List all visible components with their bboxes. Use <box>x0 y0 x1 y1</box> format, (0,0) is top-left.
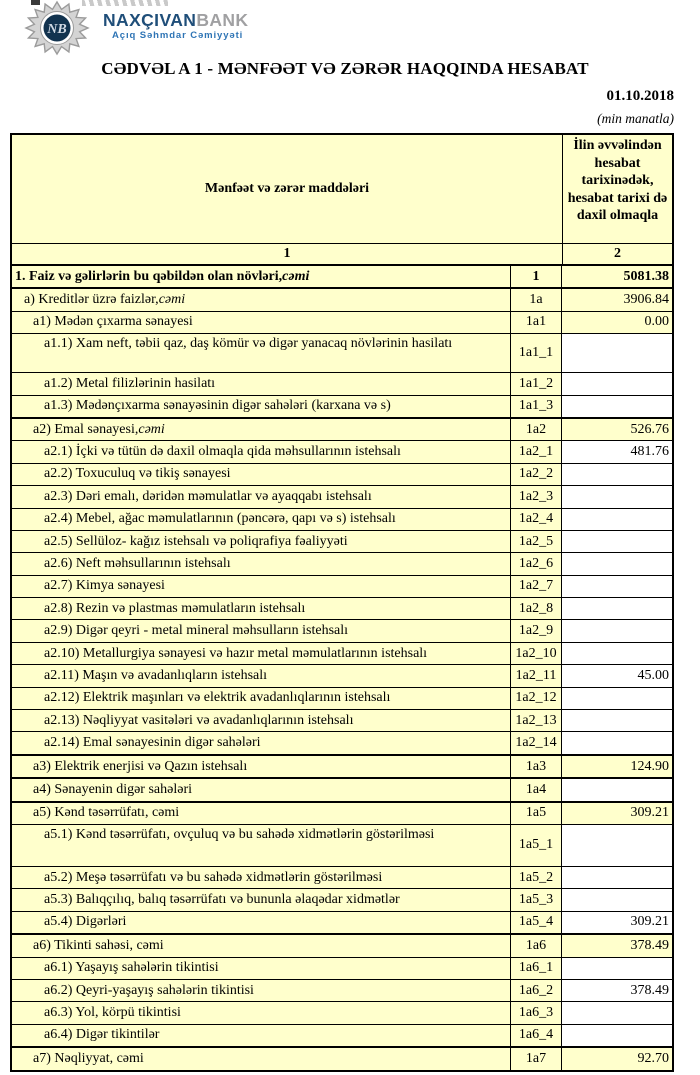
row-code: 1a4 <box>525 781 547 797</box>
bank-name-primary: NAXÇIVAN <box>103 10 197 30</box>
row-label-cell <box>12 598 510 619</box>
table-row <box>12 395 672 417</box>
row-code: 1 <box>532 268 540 284</box>
row-label-text: a5.2) Meşə təsərrüfatı və bu sahədə xidmətlərin göstərilməsi <box>44 869 383 885</box>
row-label-text: a5.3) Balıqçılıq, balıq təsərrüfatı və bununla əlaqədar xidmətlər <box>44 892 400 908</box>
row-label-text: a2.13) Nəqliyyat vasitələri və avadanlıqlarının istehsalı <box>44 712 354 728</box>
row-code-cell <box>510 980 562 1001</box>
unit-note: (min manatla) <box>597 111 674 126</box>
row-label-cell <box>12 710 510 731</box>
row-value-cell <box>562 665 672 686</box>
row-label-cell <box>12 643 510 664</box>
row-code: 1a2_12 <box>515 690 557 706</box>
table-row <box>12 777 672 800</box>
row-code: 1a2_14 <box>515 735 557 751</box>
table-row <box>12 642 672 664</box>
row-value-cell <box>562 486 672 507</box>
row-label-text: a2) Emal sənayesi, <box>33 421 139 437</box>
row-value: 3906.84 <box>623 292 669 308</box>
row-code-cell <box>510 509 562 530</box>
row-code: 1a2_13 <box>515 712 557 728</box>
row-label-text: a3) Elektrik enerjisi və Qazın istehsalı <box>33 758 248 774</box>
table-row <box>12 530 672 552</box>
row-value-cell <box>562 825 672 866</box>
row-code: 1a7 <box>525 1050 547 1066</box>
row-code-cell <box>510 373 562 394</box>
row-value: 5081.38 <box>623 268 669 284</box>
row-code-cell <box>510 334 562 372</box>
row-value: 526.76 <box>630 421 669 437</box>
row-code-cell <box>510 441 562 462</box>
row-code-cell <box>510 912 562 933</box>
row-value: 378.49 <box>630 982 669 998</box>
row-value-cell <box>562 935 672 956</box>
row-label-text: a2.11) Maşın və avadanlıqların istehsalı <box>44 667 268 683</box>
row-value: 0.00 <box>644 314 669 330</box>
table-row <box>12 463 672 485</box>
row-label-text: a6.2) Qeyri-yaşayış sahələrin tikintisi <box>44 982 254 998</box>
row-code-cell <box>510 688 562 709</box>
row-code: 1a1 <box>525 314 547 330</box>
row-label-text: a2.6) Neft məhsullarının istehsalı <box>44 555 231 571</box>
column-index-row <box>12 243 672 264</box>
table-row <box>12 911 672 933</box>
row-label-cell <box>12 334 510 372</box>
row-value: 309.21 <box>630 805 669 821</box>
row-code: 1a2_7 <box>518 578 554 594</box>
column-index-1: 1 <box>12 244 562 264</box>
row-label-cell <box>12 732 510 753</box>
row-value-cell <box>562 1048 672 1069</box>
row-value: 45.00 <box>637 667 669 683</box>
row-label-cell <box>12 1002 510 1023</box>
row-code-cell <box>510 289 562 310</box>
table-row <box>12 1046 672 1069</box>
row-label-em: cəmi <box>158 292 186 308</box>
row-code-cell <box>510 958 562 979</box>
row-code: 1a2_8 <box>518 600 554 616</box>
row-code-cell <box>510 486 562 507</box>
row-value-cell <box>562 643 672 664</box>
row-code-cell <box>510 598 562 619</box>
row-label-em: cəmi <box>282 268 310 284</box>
row-label-cell <box>12 889 510 910</box>
row-label-cell <box>12 1025 510 1046</box>
row-label-text: a6.1) Yaşayış sahələrin tikintisi <box>44 960 219 976</box>
row-value-cell <box>562 553 672 574</box>
row-label-cell <box>12 441 510 462</box>
row-label-cell <box>12 756 510 777</box>
row-label-text: a2.2) Toxuculuq və tikiş sənayesi <box>44 466 231 482</box>
row-code-cell <box>510 935 562 956</box>
row-value-cell <box>562 396 672 417</box>
table-body <box>12 264 672 1070</box>
column-index-2: 2 <box>562 244 672 264</box>
row-label-cell <box>12 935 510 956</box>
row-code-cell <box>510 312 562 333</box>
row-label-cell <box>12 665 510 686</box>
row-value-cell <box>562 1002 672 1023</box>
table-row <box>12 372 672 394</box>
row-label-cell <box>12 620 510 641</box>
row-code: 1a6_2 <box>518 982 554 998</box>
row-code-cell <box>510 889 562 910</box>
row-code: 1a3 <box>525 758 547 774</box>
table-row <box>12 619 672 641</box>
row-label-text: a5) Kənd təsərrüfatı, cəmi <box>33 805 180 821</box>
bank-monogram: NB <box>47 22 67 37</box>
row-code-cell <box>510 803 562 824</box>
row-label-cell <box>12 509 510 530</box>
table-row <box>12 933 672 956</box>
row-label-cell <box>12 373 510 394</box>
row-code-cell <box>510 620 562 641</box>
bank-name <box>103 10 248 31</box>
table-row <box>12 333 672 372</box>
row-label-em: cəmi <box>138 421 165 437</box>
row-label-text: a2.12) Elektrik maşınları və elektrik avadanlıqlarının istehsalı <box>44 690 391 706</box>
table-header-row <box>12 135 672 243</box>
row-label-text: a) Kreditlər üzrə faizlər, <box>24 292 159 308</box>
row-value-cell <box>562 756 672 777</box>
row-value-cell <box>562 419 672 440</box>
row-value-cell <box>562 779 672 800</box>
row-value: 124.90 <box>630 758 669 774</box>
row-code-cell <box>510 553 562 574</box>
table-row <box>12 979 672 1001</box>
row-label-text: a2.7) Kimya sənayesi <box>44 578 165 594</box>
row-label-cell <box>12 576 510 597</box>
row-value-cell <box>562 464 672 485</box>
table-row <box>12 552 672 574</box>
row-code-cell <box>510 825 562 866</box>
table-row <box>12 575 672 597</box>
row-code-cell <box>510 1025 562 1046</box>
row-value: 481.76 <box>630 444 669 460</box>
row-code: 1a2_10 <box>515 645 557 661</box>
row-value-cell <box>562 1025 672 1046</box>
row-label-cell <box>12 531 510 552</box>
row-code-cell <box>510 732 562 753</box>
row-code: 1a2_2 <box>518 466 554 482</box>
row-value-cell <box>562 958 672 979</box>
row-label-cell <box>12 266 510 287</box>
row-value-cell <box>562 576 672 597</box>
row-code: 1a6 <box>525 937 547 953</box>
row-value-cell <box>562 266 672 287</box>
row-value: 92.70 <box>637 1050 669 1066</box>
row-code-cell <box>510 576 562 597</box>
row-label-cell <box>12 688 510 709</box>
row-label-cell <box>12 464 510 485</box>
period-column-header: İlin əvvəlindən hesabat tarixinədək, hesabat tarixi də daxil olmaqla <box>562 135 672 243</box>
row-label-cell <box>12 419 510 440</box>
row-code: 1a5_3 <box>518 892 554 908</box>
row-code-cell <box>510 756 562 777</box>
row-label-cell <box>12 867 510 888</box>
table-row <box>12 754 672 777</box>
row-value-cell <box>562 620 672 641</box>
row-label-text: a2.10) Metallurgiya sənayesi və hazır metal məmulatlarının istehsalı <box>44 645 428 661</box>
bank-name-secondary: BANK <box>196 10 249 30</box>
table-row <box>12 801 672 824</box>
row-code: 1a5_1 <box>518 837 554 853</box>
bank-subtitle: Açıq Səhmdar Cəmiyyəti <box>112 30 244 41</box>
row-label-text: a7) Nəqliyyat, cəmi <box>33 1050 144 1066</box>
table-row <box>12 440 672 462</box>
row-code: 1a2_3 <box>518 488 554 504</box>
row-label-text: a2.1) İçki və tütün də daxil olmaqla qida məhsullarının istehsalı <box>44 444 401 460</box>
row-label-cell <box>12 779 510 800</box>
row-value-cell <box>562 710 672 731</box>
row-label-text: a2.9) Digər qeyri - metal mineral məhsulların istehsalı <box>44 623 349 639</box>
row-code: 1a2_1 <box>518 444 554 460</box>
row-label-cell <box>12 958 510 979</box>
row-label-text: a2.5) Sellüloz- kağız istehsalı və poliqrafiya fəaliyyəti <box>44 533 348 549</box>
row-label-cell <box>12 289 510 310</box>
row-code-cell <box>510 867 562 888</box>
row-label-cell <box>12 980 510 1001</box>
table-row <box>12 866 672 888</box>
row-label-text: a6) Tikinti sahəsi, cəmi <box>33 937 164 953</box>
row-value-cell <box>562 312 672 333</box>
row-value-cell <box>562 289 672 310</box>
row-label-cell <box>12 912 510 933</box>
table-row <box>12 1024 672 1046</box>
row-code-cell <box>510 464 562 485</box>
table-row <box>12 417 672 440</box>
row-code: 1a2 <box>525 421 547 437</box>
row-label-text: a4) Sənayenin digər sahələri <box>33 781 192 797</box>
row-value-cell <box>562 531 672 552</box>
row-code: 1a1_1 <box>518 345 554 361</box>
row-label-cell <box>12 312 510 333</box>
row-code-cell <box>510 531 562 552</box>
row-label-cell <box>12 825 510 866</box>
row-label-text: a2.8) Rezin və plastmas məmulatların istehsalı <box>44 600 306 616</box>
row-value-cell <box>562 441 672 462</box>
row-label-cell <box>12 803 510 824</box>
row-code-cell <box>510 1002 562 1023</box>
row-value-cell <box>562 912 672 933</box>
bank-seal-logo <box>24 0 90 57</box>
row-label-text: a1.1) Xam neft, təbii qaz, daş kömür və digər yanacaq növlərinin hasilatı <box>44 336 453 352</box>
row-value-cell <box>562 509 672 530</box>
row-label-text: a6.3) Yol, körpü tikintisi <box>44 1005 181 1021</box>
row-value-cell <box>562 688 672 709</box>
row-code: 1a5 <box>525 805 547 821</box>
row-code-cell <box>510 779 562 800</box>
report-table <box>10 133 674 1072</box>
table-row <box>12 664 672 686</box>
table-row <box>12 709 672 731</box>
row-code: 1a2_9 <box>518 623 554 639</box>
row-label-text: a5.1) Kənd təsərrüfatı, ovçuluq və bu sahədə xidmətlərin göstərilməsi <box>44 826 435 842</box>
row-value-cell <box>562 867 672 888</box>
row-code: 1a1_2 <box>518 375 554 391</box>
row-value-cell <box>562 334 672 372</box>
row-code-cell <box>510 396 562 417</box>
table-row <box>12 731 672 753</box>
table-row <box>12 485 672 507</box>
row-value-cell <box>562 732 672 753</box>
row-value-cell <box>562 889 672 910</box>
scan-artifact <box>82 0 168 6</box>
row-value-cell <box>562 373 672 394</box>
row-label-cell <box>12 486 510 507</box>
row-code: 1a1_3 <box>518 398 554 414</box>
row-code-cell <box>510 710 562 731</box>
row-label-cell <box>12 396 510 417</box>
row-code-cell <box>510 266 562 287</box>
row-code: 1a5_4 <box>518 914 554 930</box>
row-code: 1a2_6 <box>518 555 554 571</box>
report-date: 01.10.2018 <box>606 88 674 104</box>
table-row <box>12 597 672 619</box>
row-value-cell <box>562 598 672 619</box>
row-code-cell <box>510 643 562 664</box>
row-label-text: a5.4) Digərləri <box>44 914 127 930</box>
table-row <box>12 287 672 310</box>
row-label-text: 1. Faiz və gəlirlərin bu qəbildən olan növləri, <box>15 268 283 284</box>
row-value: 309.21 <box>630 914 669 930</box>
row-label-text: a2.4) Mebel, ağac məmulatlarının (pəncərə, qapı və s) istehsalı <box>44 511 396 527</box>
row-code: 1a2_11 <box>515 667 557 683</box>
row-code: 1a2_4 <box>518 511 554 527</box>
row-code-cell <box>510 665 562 686</box>
row-value-cell <box>562 803 672 824</box>
row-code: 1a6_4 <box>518 1027 554 1043</box>
row-code: 1a6_1 <box>518 960 554 976</box>
table-row <box>12 311 672 333</box>
row-code: 1a5_2 <box>518 869 554 885</box>
row-label-text: a2.14) Emal sənayesinin digər sahələri <box>44 735 261 751</box>
row-code: 1a <box>529 292 543 308</box>
report-title: CƏDVƏL A 1 - MƏNFƏƏT VƏ ZƏRƏR HAQQINDA HESABAT <box>101 59 589 78</box>
row-code: 1a6_3 <box>518 1005 554 1021</box>
table-row <box>12 888 672 910</box>
row-label-cell <box>12 553 510 574</box>
table-row <box>12 1001 672 1023</box>
table-row <box>12 508 672 530</box>
row-label-text: a2.3) Dəri emalı, dəridən məmulatlar və ayaqqabı istehsalı <box>44 488 372 504</box>
row-value-cell <box>562 980 672 1001</box>
row-value: 378.49 <box>630 937 669 953</box>
row-label-text: a6.4) Digər tikintilər <box>44 1027 160 1043</box>
row-code-cell <box>510 1048 562 1069</box>
row-label-text: a1.3) Mədənçıxarma sənayəsinin digər sahələri (karxana və s) <box>44 398 391 414</box>
items-column-header: Mənfəət və zərər maddələri <box>12 135 562 243</box>
table-row <box>12 687 672 709</box>
row-label-text: a1.2) Metal filizlərinin hasilatı <box>44 375 216 391</box>
row-code-cell <box>510 419 562 440</box>
table-row <box>12 824 672 866</box>
table-row <box>12 957 672 979</box>
row-label-cell <box>12 1048 510 1069</box>
row-label-text: a1) Mədən çıxarma sənayesi <box>33 314 193 330</box>
table-row <box>12 264 672 287</box>
row-code: 1a2_5 <box>518 533 554 549</box>
